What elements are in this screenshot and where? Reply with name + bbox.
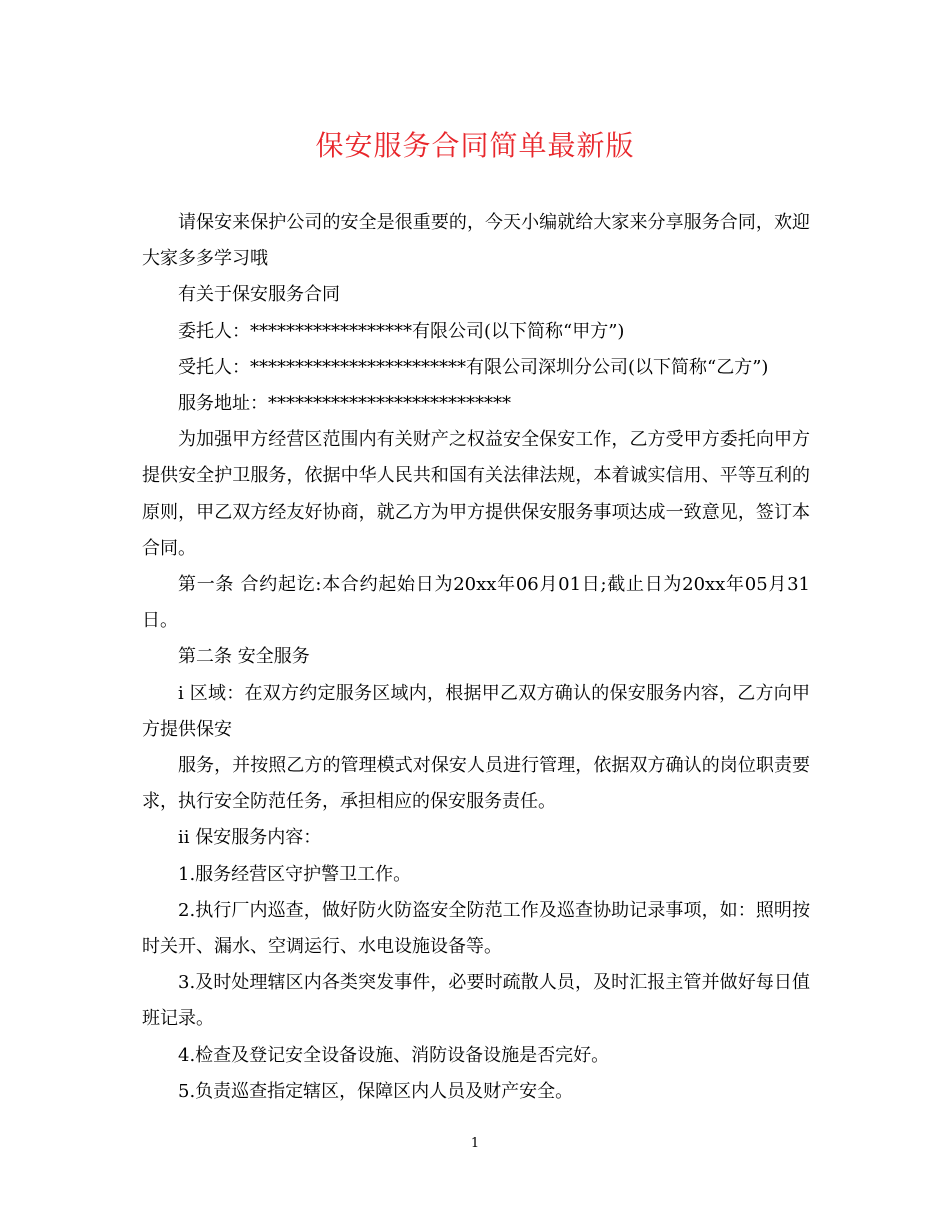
list-item: 5.负责巡查指定辖区，保障区内人员及财产安全。 [178,1080,574,1102]
service-management-clause: 服务，并按照乙方的管理模式对保安人员进行管理，依据双方确认的岗位职责要求，执行安全防范任务，承担相应的保安服务责任。 [142,755,810,813]
intro-paragraph: 请保安来保护公司的安全是很重要的，今天小编就给大家来分享服务合同，欢迎大家多多学习哦 [142,212,810,270]
page-number: 1 [470,1136,480,1151]
service-content-heading: ii 保安服务内容： [178,827,322,849]
article-one-term: 第一条 合约起讫:本合约起始日为20xx年06月01日;截止日为20xx年05月31日。 [142,574,810,632]
list-item: 4.检查及登记安全设备设施、消防设备设施是否完好。 [178,1044,610,1066]
document-body [142,205,810,1110]
list-item: 2.执行厂内巡查，做好防火防盗安全防范工作及巡查协助记录事项，如：照明按时关开、漏水、空调运行、水电设施设备等。 [142,899,810,958]
service-address-line: 服务地址：*************************** [178,393,511,415]
contract-heading: 有关于保安服务合同 [178,284,340,306]
client-party-line: 委托人：******************有限公司(以下简称“甲方”) [178,320,625,342]
preamble-paragraph: 为加强甲方经营区范围内有关财产之权益安全保安工作，乙方受甲方委托向甲方提供安全护卫服务，依据中华人民共和国有关法律法规，本着诚实信用、平等互利的原则，甲乙双方经友好协商，就乙方为甲方提供保安服务事项达成一致意见，签订本合同。 [142,429,810,559]
document-title: 保安服务合同简单最新版 [315,129,635,162]
list-item: 1.服务经营区守护警卫工作。 [178,863,412,885]
article-two-heading: 第二条 安全服务 [178,646,310,668]
service-area-clause: i 区域：在双方约定服务区域内，根据甲乙双方确认的保安服务内容，乙方向甲方提供保安 [142,682,810,740]
list-item: 3.及时处理辖区内各类突发事件，必要时疏散人员，及时汇报主管并做好每日值班记录。 [142,972,810,1030]
trustee-party-line: 受托人：************************有限公司深圳分公司(以下简称“乙方”) [178,356,769,378]
